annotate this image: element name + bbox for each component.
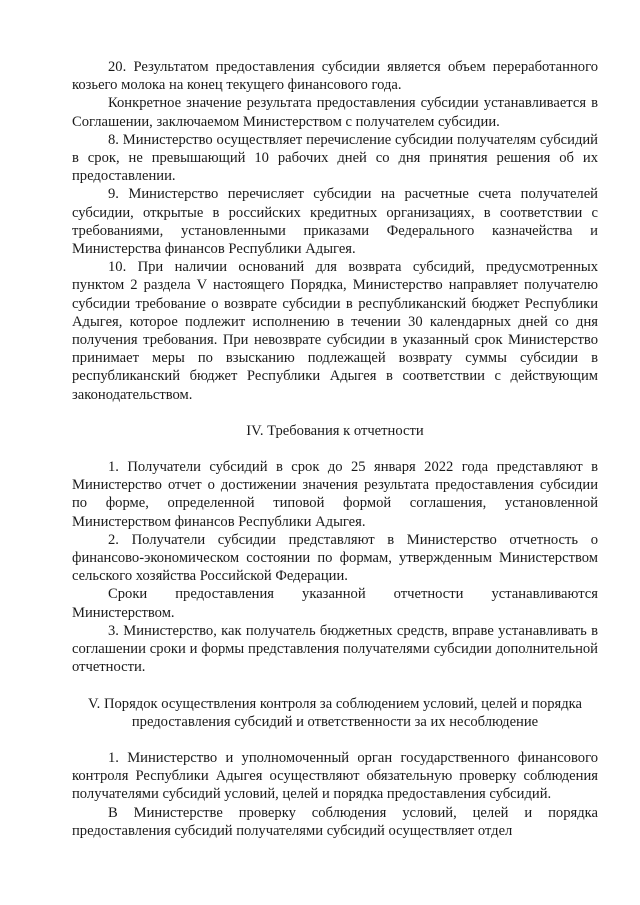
paragraph-result-value: Конкретное значение результата предоставления субсидии устанавливается в Соглашении, заключаемом Министерством с получателем субсидии.	[72, 95, 598, 130]
section-heading-reporting: IV. Требования к отчетности	[246, 422, 424, 439]
paragraph-reporting-3: 3. Министерство, как получатель бюджетных средств, вправе устанавливать в соглашении сроки и формы представления получателями субсидии дополнительной отчетности.	[72, 622, 598, 676]
paragraph-item-8: 8. Министерство осуществляет перечисление субсидии получателям субсидий в срок, не превышающий 10 рабочих дней со дня принятия решения об их предоставлении.	[72, 131, 598, 185]
paragraph-reporting-deadlines: Сроки предоставления указанной отчетности устанавливаются Министерством.	[72, 586, 598, 621]
paragraph-item-9: 9. Министерство перечисляет субсидии на расчетные счета получателей субсидии, открытые в российских кредитных организациях, в соответствии с требованиями, установленными приказами Федерального казначейства и Министерства финансов Республики Адыгея.	[72, 186, 598, 258]
paragraph-control-1: 1. Министерство и уполномоченный орган государственного финансового контроля Республики Адыгея осуществляют обязательную проверку соблюдения получателями субсидий условий, целей и порядка предоставления субсидий.	[72, 749, 598, 803]
section-heading-control: V. Порядок осуществления контроля за соблюдением условий, целей и порядка предоставления субсидий и ответственности за их несоблюдение	[88, 695, 582, 730]
paragraph-result-20: 20. Результатом предоставления субсидии является объем переработанного козьего молока на конец текущего финансового года.	[72, 59, 598, 94]
paragraph-control-2: В Министерстве проверку соблюдения условий, целей и порядка предоставления субсидий получателями субсидий осуществляет отдел	[72, 804, 598, 839]
paragraph-reporting-1: 1. Получатели субсидий в срок до 25 января 2022 года представляют в Министерство отчет о достижении значения результата предоставления субсидии по форме, определенной типовой формой соглашения, установленной Министерством финансов Республики Адыгея.	[72, 459, 598, 530]
paragraph-reporting-2: 2. Получатели субсидии представляют в Министерство отчетность о финансово-экономическом состоянии по формам, утвержденным Министерством сельского хозяйства Российской Федерации.	[72, 531, 598, 585]
paragraph-item-10: 10. При наличии оснований для возврата субсидий, предусмотренных пунктом 2 раздела V настоящего Порядка, Министерство направляет получателю субсидии требование о возврате субсидии в республиканский бюджет Республики Адыгея, которое подлежит исполнению в течении 30 календарных дней со дня получения требования. При невозврате субсидии в указанный срок Министерство принимает меры по взысканию подлежащей возврату суммы субсидии в республиканский бюджет Республики Адыгея в соответствии с действующим законодательством.	[72, 259, 598, 403]
document-page	[72, 58, 598, 840]
